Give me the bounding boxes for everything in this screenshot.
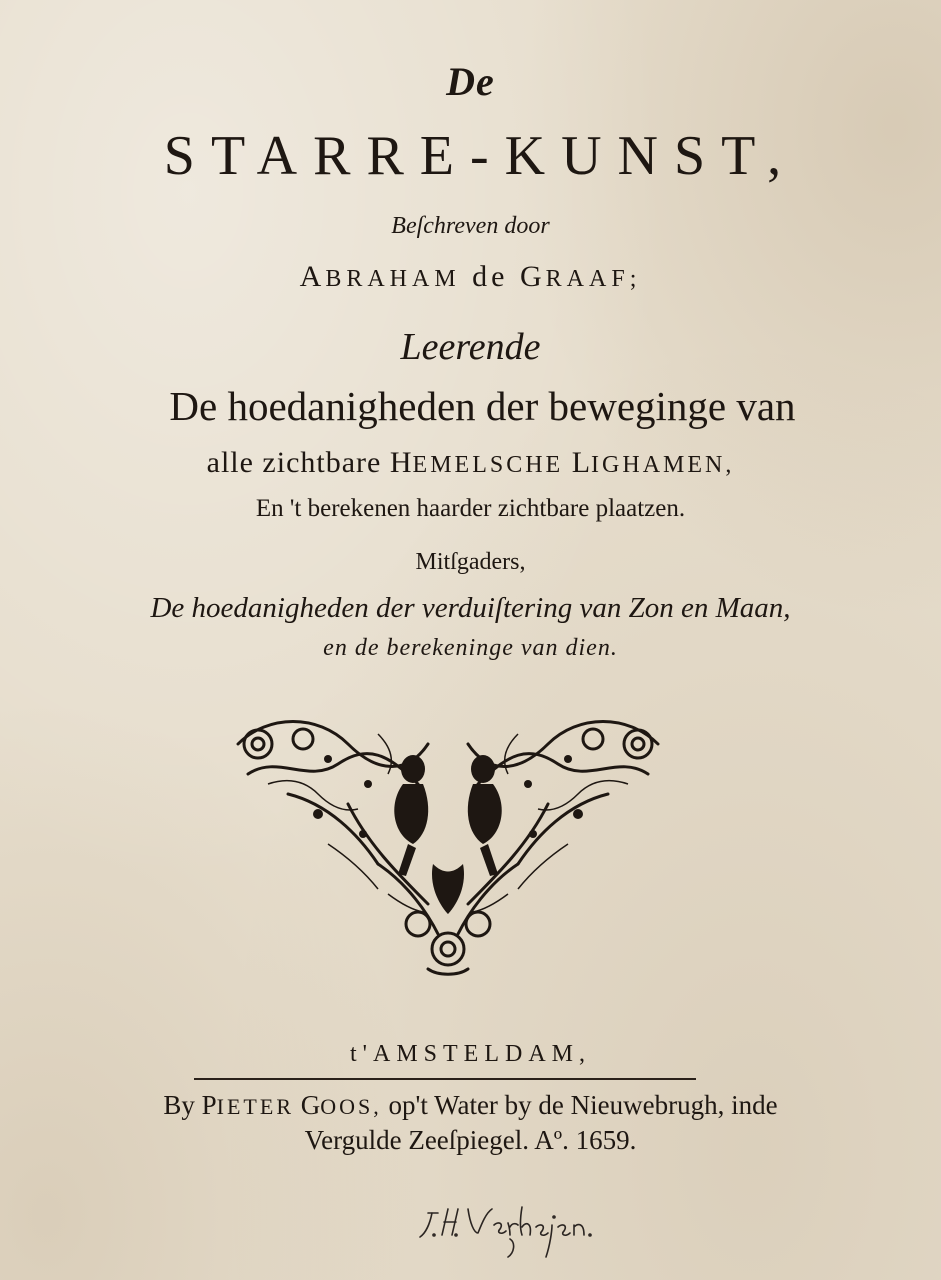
title-article: De — [446, 59, 495, 104]
subject-word2-rest: IGHAMEN, — [591, 452, 735, 478]
author-first-initial: A — [299, 260, 326, 293]
author-particle: de — [472, 260, 509, 293]
imprint-city: t'AMSTELDAM, — [350, 1041, 591, 1067]
subject-word2-initial: L — [571, 446, 592, 479]
title-main: STARRE-KUNST, — [163, 125, 798, 187]
byline: Beſchreven door — [391, 213, 550, 239]
subject-line-3: En 't berekenen haarder zichtbare plaatzen. — [255, 495, 686, 522]
leerende-heading: Leerende — [400, 326, 541, 368]
printer-last-initial: G — [300, 1090, 321, 1120]
subject-line-2-prefix: alle zichtbare — [206, 446, 382, 479]
subject-line-1: De hoedanigheden der beweginge van — [169, 383, 796, 429]
author-last-initial: G — [520, 260, 546, 293]
mitsgaders: Mitſgaders, — [415, 549, 526, 575]
imprint-suffix: op't Water by de Nieuwebrugh, inde — [388, 1090, 778, 1120]
imprint-line-2: Vergulde Zeeſpiegel. Aº. 1659. — [304, 1125, 637, 1155]
eclipse-line-1: De hoedanigheden der verduiſtering van Zon en Maan, — [150, 592, 791, 624]
printer-last-rest: OOS, — [320, 1094, 382, 1119]
printer-first-rest: IETER — [216, 1094, 294, 1119]
subject-word1-rest: EMELSCHE — [412, 452, 564, 478]
floral-ornament-icon — [228, 714, 668, 980]
author-last-rest: RAAF; — [545, 266, 642, 292]
author-name — [0, 262, 941, 292]
subject-line-2 — [0, 448, 941, 478]
imprint-rule — [194, 1078, 696, 1080]
author-first-rest: BRAHAM — [325, 266, 461, 292]
subject-word1-initial: H — [389, 446, 413, 479]
printer-first-initial: P — [201, 1090, 217, 1120]
eclipse-line-2: en de berekeninge van dien. — [323, 635, 618, 661]
imprint-line-1 — [0, 1092, 941, 1119]
handwritten-signature — [410, 1195, 640, 1265]
imprint-prefix: By — [163, 1090, 195, 1120]
